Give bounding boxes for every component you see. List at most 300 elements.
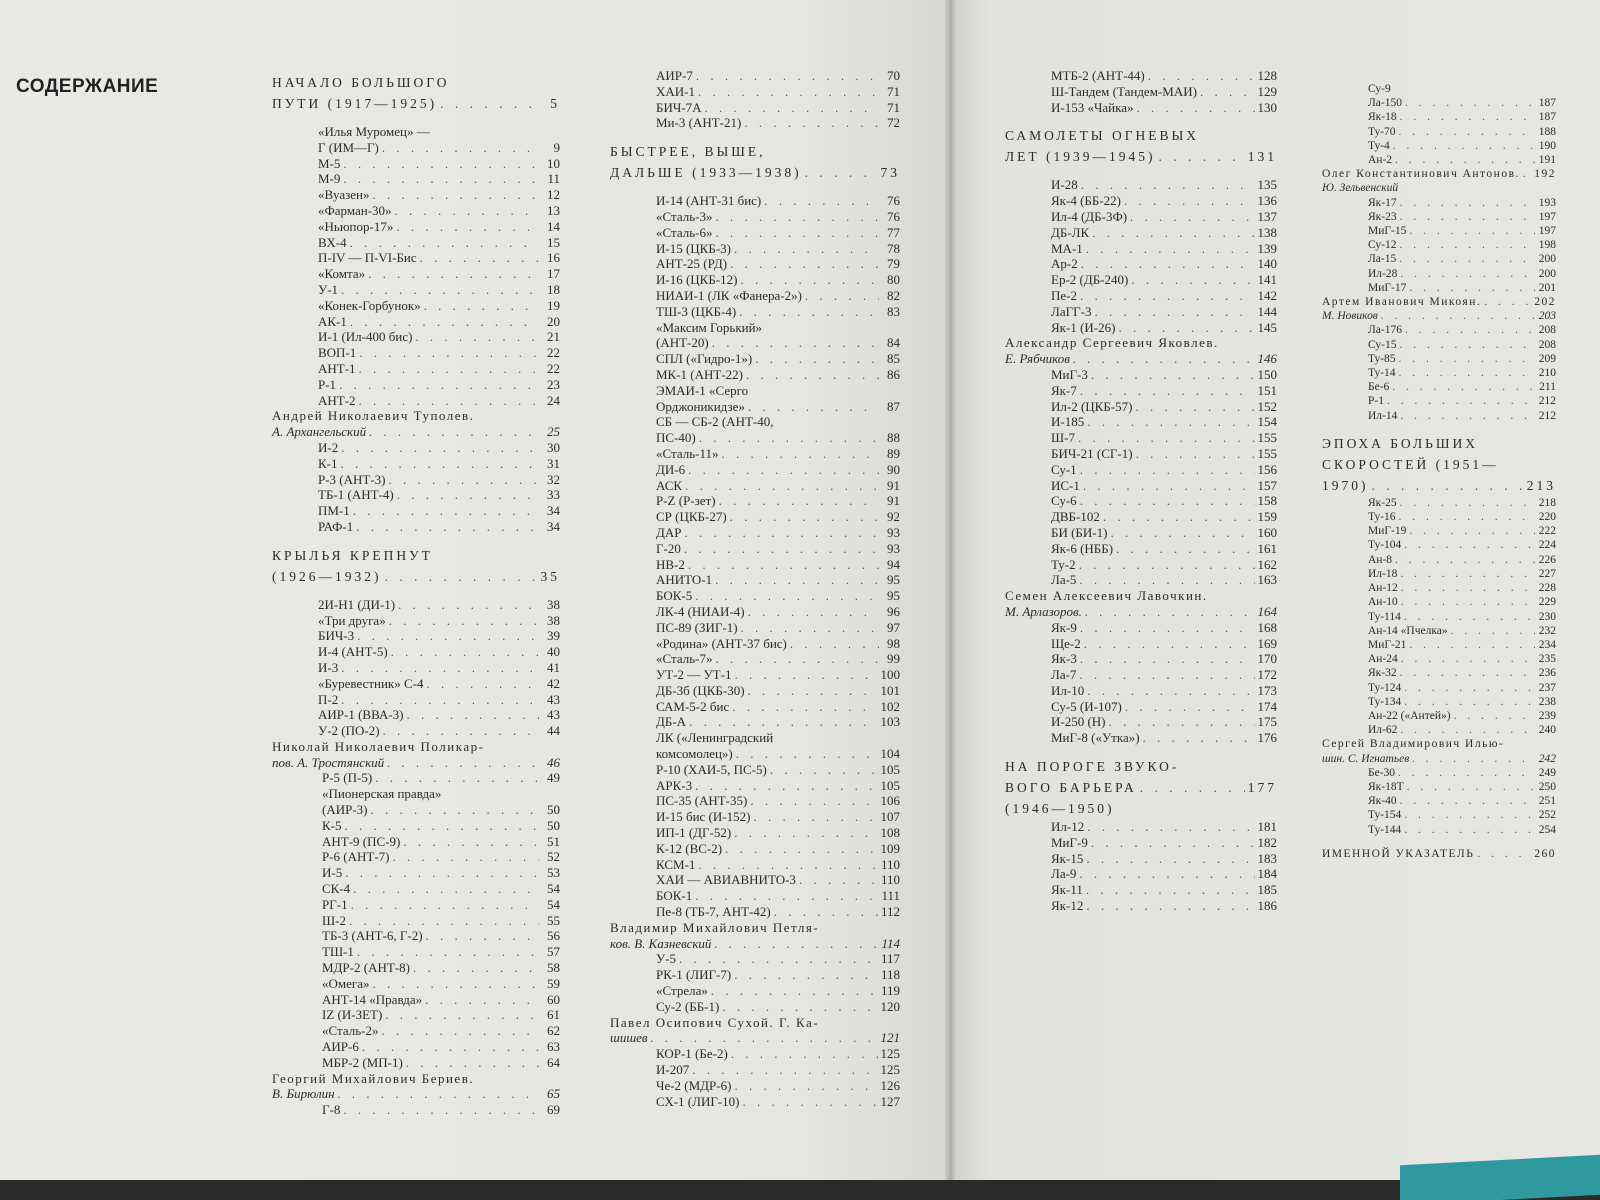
toc-entry (272, 329, 560, 345)
entry-title: Ще-2 (1051, 635, 1081, 651)
page-number: 164 (1257, 603, 1277, 619)
toc-entry (272, 707, 560, 723)
entry-title: ДАР (656, 524, 682, 540)
toc-entry (272, 913, 560, 929)
entry-title: Як-11 (1051, 882, 1083, 898)
entry-title: КОР-1 (Бе-2) (656, 1046, 728, 1062)
dot-leader (688, 462, 879, 478)
page-number: 161 (1257, 540, 1277, 556)
entry-title: ДБ-3б (ЦКБ-30) (656, 682, 745, 698)
section-gap (272, 535, 560, 545)
toc-entry (610, 746, 900, 762)
page-number: 31 (547, 455, 560, 471)
entry-title: И-153 «Чайка» (1051, 99, 1134, 115)
page-number: 121 (880, 1030, 900, 1046)
toc-entry (1005, 620, 1277, 636)
toc-entry (1322, 338, 1556, 352)
page-number: 177 (1247, 780, 1277, 796)
page-number: 22 (547, 360, 560, 376)
dot-leader (734, 1078, 877, 1094)
dot-leader (1404, 695, 1535, 709)
toc-entry (610, 699, 900, 715)
dot-leader (1400, 196, 1535, 210)
page-number: 138 (1257, 224, 1277, 240)
toc-entry (272, 1055, 560, 1071)
dot-leader (1399, 510, 1535, 524)
page-number: 140 (1257, 256, 1277, 272)
entry-title: ПУТИ (1917—1925) (272, 96, 438, 111)
page-number: 237 (1538, 681, 1556, 694)
page-number: 208 (1538, 324, 1556, 337)
toc-entry (272, 1023, 560, 1039)
entry-title: П-IV — П-VI-Бис (318, 250, 417, 266)
page-number: 160 (1257, 524, 1277, 540)
dot-leader (1118, 320, 1254, 336)
entry-title: Ил-28 (1368, 267, 1398, 280)
toc-entry (1005, 84, 1277, 100)
entry-title: Су-5 (И-107) (1051, 698, 1122, 714)
dot-leader (1523, 167, 1531, 181)
page-number: 35 (540, 568, 560, 584)
toc-entry (1322, 366, 1556, 380)
toc-entry (610, 304, 900, 320)
toc-entry (610, 714, 900, 730)
entry-title: P-Z (Р-зет) (656, 493, 716, 509)
dot-leader (1079, 667, 1254, 683)
toc-entry (1322, 153, 1556, 167)
entry-title: Ту-124 (1368, 681, 1402, 694)
dot-leader (356, 519, 539, 535)
page-number: 252 (1538, 809, 1556, 822)
entry-title: И-4 (АНТ-5) (318, 644, 388, 660)
page-number: 150 (1257, 366, 1277, 382)
entry-title: Як-1 (И-26) (1051, 319, 1116, 335)
toc-entry (1005, 367, 1277, 383)
page-number: 21 (547, 329, 560, 345)
section-gap (272, 587, 560, 597)
entry-title: БИЧ-7А (656, 99, 702, 115)
entry-title: 1970) (1322, 477, 1369, 493)
entry-title: (АНТ-20) (656, 335, 709, 351)
dot-leader (420, 250, 539, 266)
dot-leader (685, 525, 880, 541)
dot-leader (345, 818, 540, 834)
entry-title: ДВБ-102 (1051, 509, 1100, 525)
toc-entry (272, 235, 560, 251)
page-number: 135 (1257, 177, 1277, 193)
dot-leader (1393, 139, 1535, 153)
entry-title: М-5 (318, 155, 341, 171)
page-number: 46 (547, 754, 560, 770)
page-number: 249 (1538, 766, 1556, 779)
entry-title: Че-2 (МДР-6) (656, 1077, 732, 1093)
dot-leader (359, 361, 539, 377)
page-number: 61 (547, 1007, 560, 1023)
toc-entry (1005, 541, 1277, 557)
section-heading (1005, 798, 1277, 819)
dot-leader (712, 335, 879, 351)
page-number: 213 (1526, 477, 1556, 493)
dot-leader (753, 809, 877, 825)
toc-entry (272, 865, 560, 881)
dot-leader (1083, 478, 1255, 494)
toc-entry (610, 999, 900, 1015)
entry-title: Р-3 (АНТ-3) (318, 471, 386, 487)
dot-leader (341, 282, 539, 298)
toc-entry (1322, 96, 1556, 110)
entry-title: ДБ-А (656, 714, 687, 730)
entry-title: (1926—1932) (272, 568, 382, 584)
toc-entry (610, 541, 900, 557)
section-heading (272, 93, 560, 114)
section-heading (272, 566, 560, 587)
toc-entry (1322, 780, 1556, 794)
page-number: 43 (547, 707, 560, 723)
toc-entry (1005, 209, 1277, 225)
dot-leader (1399, 252, 1535, 266)
page-number: 60 (547, 991, 560, 1007)
page-number: 211 (1539, 381, 1556, 394)
section-gap (1005, 115, 1277, 125)
toc-entry (610, 588, 900, 604)
toc-entry (610, 1046, 900, 1062)
toc-entry (1322, 709, 1556, 723)
toc-entry (1005, 478, 1277, 494)
toc-entry (610, 888, 900, 904)
essay-entry (610, 936, 900, 952)
entry-title: АИР-7 (656, 68, 693, 83)
dot-leader (1116, 541, 1254, 557)
dot-leader (1400, 267, 1535, 281)
entry-title: Сергей Владимирович Илью- (1322, 738, 1505, 751)
toc-entry (610, 399, 900, 415)
entry-title: Бе-6 (1368, 381, 1390, 394)
toc-entry (272, 140, 560, 156)
entry-title: Як-4 (ББ-22) (1051, 193, 1121, 209)
entry-title: М-9 (318, 171, 341, 187)
dot-leader (1381, 309, 1535, 323)
toc-entry (272, 250, 560, 266)
toc-entry (272, 203, 560, 219)
entry-title: Ш-7 (1051, 430, 1075, 446)
toc-entry (1322, 496, 1556, 510)
dot-leader (748, 683, 878, 699)
page-number: 136 (1257, 193, 1277, 209)
entry-title: Николай Николаевич Поликар- (272, 738, 485, 754)
dot-leader (750, 793, 877, 809)
toc-entry (272, 393, 560, 409)
dot-leader (1087, 683, 1254, 699)
dot-leader (1399, 125, 1535, 139)
toc-entry (272, 377, 560, 393)
section-gap (1322, 837, 1556, 847)
page-number: 112 (880, 904, 900, 920)
page-number: 57 (547, 944, 560, 960)
page-number: 40 (547, 644, 560, 660)
page-number: 240 (1538, 724, 1556, 737)
toc-entry (272, 897, 560, 913)
dot-leader (715, 225, 879, 241)
page-number: 201 (1538, 281, 1556, 294)
page-number: 117 (880, 951, 900, 967)
page-number: 5 (550, 96, 560, 111)
page-number: 103 (880, 714, 900, 730)
page-number: 168 (1257, 619, 1277, 635)
page-number: 174 (1257, 698, 1277, 714)
page-number: 73 (880, 165, 900, 181)
page-number: 19 (547, 297, 560, 313)
dot-leader (343, 1102, 539, 1118)
entry-title: «Сталь-11» (656, 445, 719, 461)
dot-leader (731, 1046, 878, 1062)
page-number: 125 (880, 1046, 900, 1062)
toc-entry (272, 314, 560, 330)
essay-entry (1322, 295, 1556, 309)
page-number: 139 (1257, 240, 1277, 256)
entry-title: И-5 (322, 865, 343, 881)
entry-title: АСК (656, 477, 683, 493)
toc-entry (1005, 730, 1277, 746)
dot-leader (1078, 430, 1255, 446)
dot-leader (1451, 624, 1535, 638)
dot-leader (695, 778, 877, 794)
dot-leader (385, 566, 538, 587)
page-number: 210 (1538, 367, 1556, 380)
entry-title: АК-1 (318, 313, 347, 329)
toc-entry (610, 572, 900, 588)
page-number: 146 (1257, 351, 1277, 367)
dot-leader (375, 770, 539, 786)
dot-leader (692, 1062, 877, 1078)
dot-leader (698, 857, 878, 873)
toc-entry (1322, 196, 1556, 210)
page-number: 187 (1538, 97, 1556, 110)
dot-leader (748, 604, 879, 620)
entry-title: МТБ-2 (АНТ-44) (1051, 68, 1145, 83)
dot-leader (1159, 146, 1245, 167)
toc-entry (610, 525, 900, 541)
dot-leader (1136, 446, 1255, 462)
essay-entry (1322, 309, 1556, 323)
page-number: 32 (547, 471, 560, 487)
toc-entry (1322, 252, 1556, 266)
toc-entry (610, 557, 900, 573)
page-number: 54 (547, 881, 560, 897)
page-number: 176 (1257, 730, 1277, 746)
entry-title: Ан-24 (1368, 653, 1398, 666)
page-number: 82 (887, 287, 900, 303)
page-number: 85 (887, 351, 900, 367)
dot-leader (1086, 241, 1255, 257)
dot-leader (1084, 636, 1255, 652)
toc-entry (610, 825, 900, 841)
toc-entry (1005, 493, 1277, 509)
entry-title: Су-6 (1051, 493, 1077, 509)
toc-entry (1322, 82, 1556, 96)
dot-leader (740, 272, 879, 288)
page-number: 70 (887, 68, 900, 83)
dot-leader (695, 888, 878, 904)
entry-title: ХАИ — АВИАВНИТО-3 (656, 872, 796, 888)
dot-leader (353, 503, 539, 519)
page-number: 120 (880, 998, 900, 1014)
toc-entry (1322, 238, 1556, 252)
entry-title: Ми-3 (АНТ-21) (656, 115, 742, 131)
dot-leader (1399, 238, 1535, 252)
dot-leader (651, 1030, 878, 1046)
toc-entry (1005, 225, 1277, 241)
page-number: 23 (547, 376, 560, 392)
dot-leader (1400, 567, 1535, 581)
dot-leader (1103, 509, 1255, 525)
entry-title: Ил-10 (1051, 682, 1085, 698)
entry-title: (1946—1950) (1005, 801, 1115, 817)
toc-entry (1005, 462, 1277, 478)
section-heading (1005, 777, 1277, 798)
page-number: 43 (547, 691, 560, 707)
section-heading (1322, 475, 1556, 496)
toc-entry (272, 124, 560, 140)
entry-title: Ар-2 (1051, 256, 1078, 272)
page-number: 77 (887, 224, 900, 240)
dot-leader (427, 676, 540, 692)
page-number: 76 (887, 208, 900, 224)
dot-leader (1080, 620, 1255, 636)
toc-entry (1322, 380, 1556, 394)
entry-title: Ту-104 (1368, 539, 1402, 552)
entry-title: И-250 (Н) (1051, 714, 1106, 730)
entry-title: АИР-1 (ВВА-3) (318, 707, 404, 723)
entry-title: «Ньюпор-17» (318, 218, 394, 234)
dot-leader (805, 162, 878, 183)
dot-leader (397, 487, 539, 503)
toc-entry (1005, 851, 1277, 867)
page-number: 69 (547, 1102, 560, 1118)
dot-leader (696, 68, 879, 84)
entry-title: У-5 (656, 951, 677, 967)
toc-entry (272, 676, 560, 692)
toc-entry (272, 282, 560, 298)
page-number: 212 (1538, 395, 1556, 408)
page-number: 16 (547, 250, 560, 266)
toc-entry (272, 723, 560, 739)
toc-entry (610, 841, 900, 857)
entry-title: ков. В. Казневский (610, 935, 712, 951)
toc-heading: СОДЕРЖАНИЕ (16, 76, 159, 97)
toc-entry (1005, 320, 1277, 336)
entry-title: Ш-2 (322, 912, 346, 928)
entry-title: Р-5 (П-5) (322, 770, 373, 786)
dot-leader (695, 588, 879, 604)
page-number: 80 (887, 272, 900, 288)
toc-entry (610, 762, 900, 778)
page-number: 144 (1257, 303, 1277, 319)
entry-title: Як-40 (1368, 795, 1397, 808)
page-number: 185 (1257, 882, 1277, 898)
dot-leader (1079, 557, 1255, 573)
page-number: 50 (547, 802, 560, 818)
entry-title: МиГ-9 (1051, 834, 1088, 850)
entry-title: РАФ-1 (318, 518, 354, 534)
entry-title: ПС-40) (656, 430, 696, 446)
dot-leader (684, 541, 879, 557)
toc-entry (272, 187, 560, 203)
page-number: 101 (880, 682, 900, 698)
essay-entry (610, 920, 900, 936)
toc-entry (1322, 610, 1556, 624)
page-number: 202 (1534, 296, 1556, 309)
toc-entry (1005, 699, 1277, 715)
page-number: 79 (887, 256, 900, 272)
toc-entry (1322, 652, 1556, 666)
entry-title: Пе-2 (1051, 287, 1077, 303)
toc-entry (1005, 193, 1277, 209)
entry-title: Як-18 (1368, 111, 1397, 124)
dot-leader (1454, 709, 1535, 723)
entry-title: Як-15 (1051, 850, 1084, 866)
toc-entry (272, 1039, 560, 1055)
dot-leader (1086, 882, 1255, 898)
dot-leader (1400, 496, 1535, 510)
entry-title: «Стрела» (656, 983, 708, 999)
toc-entry (610, 478, 900, 494)
entry-title: «Комта» (318, 266, 366, 282)
page-number: 158 (1257, 493, 1277, 509)
entry-title: СР (ЦКБ-27) (656, 509, 727, 525)
entry-title: Ла-7 (1051, 667, 1077, 683)
entry-title: НАЧАЛО БОЛЬШОГО (272, 75, 450, 90)
dot-leader (1400, 409, 1535, 423)
toc-entry (272, 976, 560, 992)
dot-leader (1081, 256, 1255, 272)
entry-title: Александр Сергеевич Яковлев. (1005, 335, 1219, 351)
section-heading (272, 72, 560, 93)
toc-entry (610, 100, 900, 116)
essay-entry (1322, 847, 1556, 861)
entry-title: И-3 (318, 659, 339, 675)
page-number: 110 (880, 872, 900, 888)
page-number: 154 (1257, 414, 1277, 430)
entry-title: МиГ-17 (1368, 281, 1407, 294)
page-number: 127 (880, 1093, 900, 1109)
page-number: 50 (547, 817, 560, 833)
dot-leader (403, 834, 539, 850)
dot-leader (1404, 681, 1535, 695)
toc-entry (272, 770, 560, 786)
toc-entry (610, 115, 900, 131)
page-number: 232 (1538, 624, 1556, 637)
dot-leader (734, 967, 878, 983)
section-heading (610, 141, 900, 162)
dot-leader (1477, 847, 1531, 861)
entry-title: Як-9 (1051, 619, 1077, 635)
entry-title: «Родина» (АНТ-37 бис) (656, 635, 787, 651)
toc-entry (610, 320, 900, 336)
toc-entry (1322, 110, 1556, 124)
dot-leader (349, 913, 539, 929)
page-number: 208 (1538, 338, 1556, 351)
page-number: 200 (1538, 253, 1556, 266)
section-heading (610, 162, 900, 183)
entry-title: пов. А. Тростянский (272, 754, 385, 770)
entry-title: А. Архангельский (272, 424, 367, 440)
entry-title: Бе-30 (1368, 766, 1396, 779)
page-number: 155 (1257, 445, 1277, 461)
entry-title: У-1 (318, 281, 339, 297)
toc-entry (272, 361, 560, 377)
dot-leader (1399, 338, 1535, 352)
toc-entry (1005, 525, 1277, 541)
